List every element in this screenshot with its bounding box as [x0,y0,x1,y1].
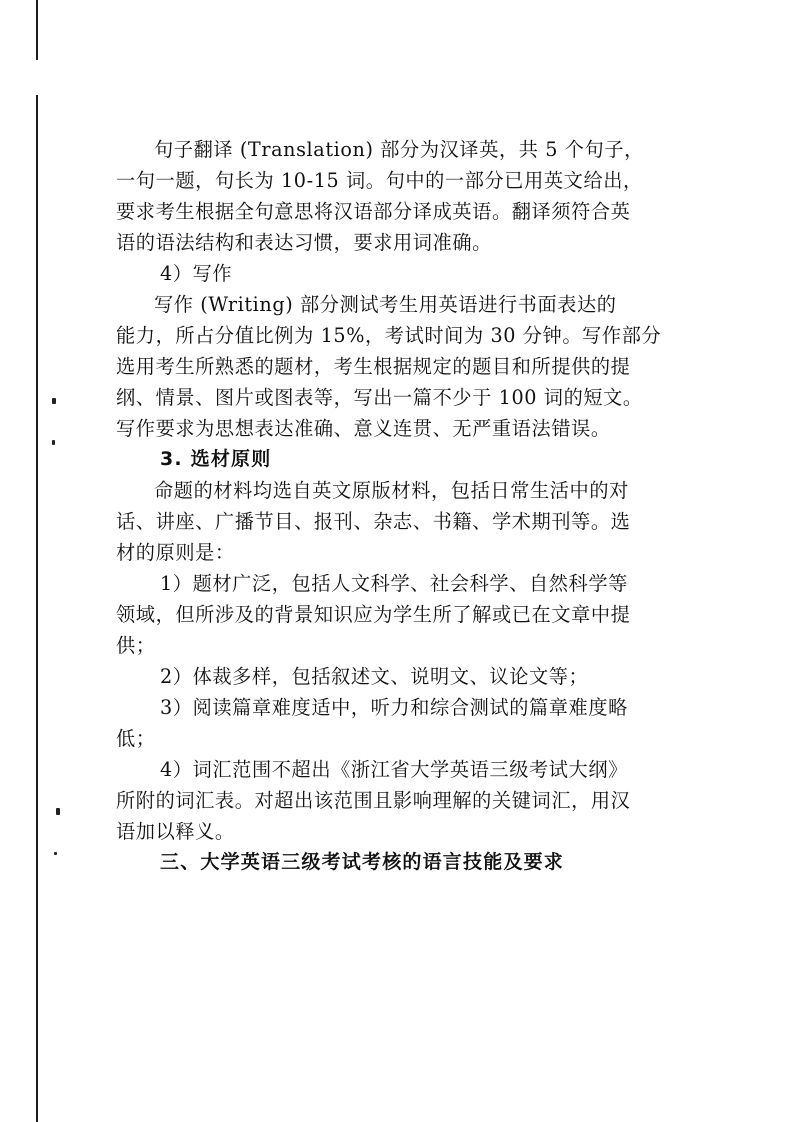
text-line: 材的原则是： [116,541,235,564]
text-line: 纲、情景、图片或图表等，写出一篇不少于 100 词的短文。 [116,386,643,409]
scan-edge-line [36,95,38,1122]
document-body [116,134,672,878]
text-line: 要求考生根据全句意思将汉语部分译成英语。翻译须符合英 [116,200,631,223]
list-item-line: 3）阅读篇章难度适中，听力和综合测试的篇章难度略 [160,696,628,719]
scan-speck [52,398,56,404]
list-item-line: 语加以释义。 [116,820,235,843]
section-heading: 3. 选材原则 [160,448,272,470]
list-item-line: 4）词汇范围不超出《浙江省大学英语三级考试大纲》 [160,758,628,781]
scan-speck [52,440,55,445]
text-line: 一句一题，句长为 10-15 词。句中的一部分已用英文给出， [116,169,643,192]
chapter-heading: 三、大学英语三级考试考核的语言技能及要求 [160,851,565,873]
text-line: 话、讲座、广播节目、报刊、杂志、书籍、学术期刊等。选 [116,510,631,533]
section-subheading: 4）写作 [160,262,233,285]
list-item-line: 1）题材广泛，包括人文科学、社会科学、自然科学等 [160,572,628,595]
text-line: 句子翻译 (Translation) 部分为汉译英，共 5 个句子， [154,138,644,161]
scan-edge-line [36,0,38,60]
list-item-line: 供； [116,634,156,657]
text-line: 语的语法结构和表达习惯，要求用词准确。 [116,231,492,254]
text-line: 命题的材料均选自英文原版材料，包括日常生活中的对 [154,479,629,502]
text-line: 能力，所占分值比例为 15%，考试时间为 30 分钟。写作部分 [116,324,662,347]
text-line: 写作要求为思想表达准确、意义连贯、无严重语法错误。 [116,417,611,440]
list-item-line: 所附的词汇表。对超出该范围且影响理解的关键词汇，用汉 [116,789,631,812]
list-item-line: 领域，但所涉及的背景知识应为学生所了解或已在文章中提 [116,603,631,626]
list-item-line: 低； [116,727,156,750]
scan-speck [54,852,57,855]
text-line: 选用考生所熟悉的题材，考生根据规定的题目和所提供的提 [116,355,631,378]
text-line: 写作 (Writing) 部分测试考生用英语进行书面表达的 [154,293,617,316]
scan-speck [56,808,60,815]
list-item-line: 2）体裁多样，包括叙述文、说明文、议论文等； [160,665,589,688]
